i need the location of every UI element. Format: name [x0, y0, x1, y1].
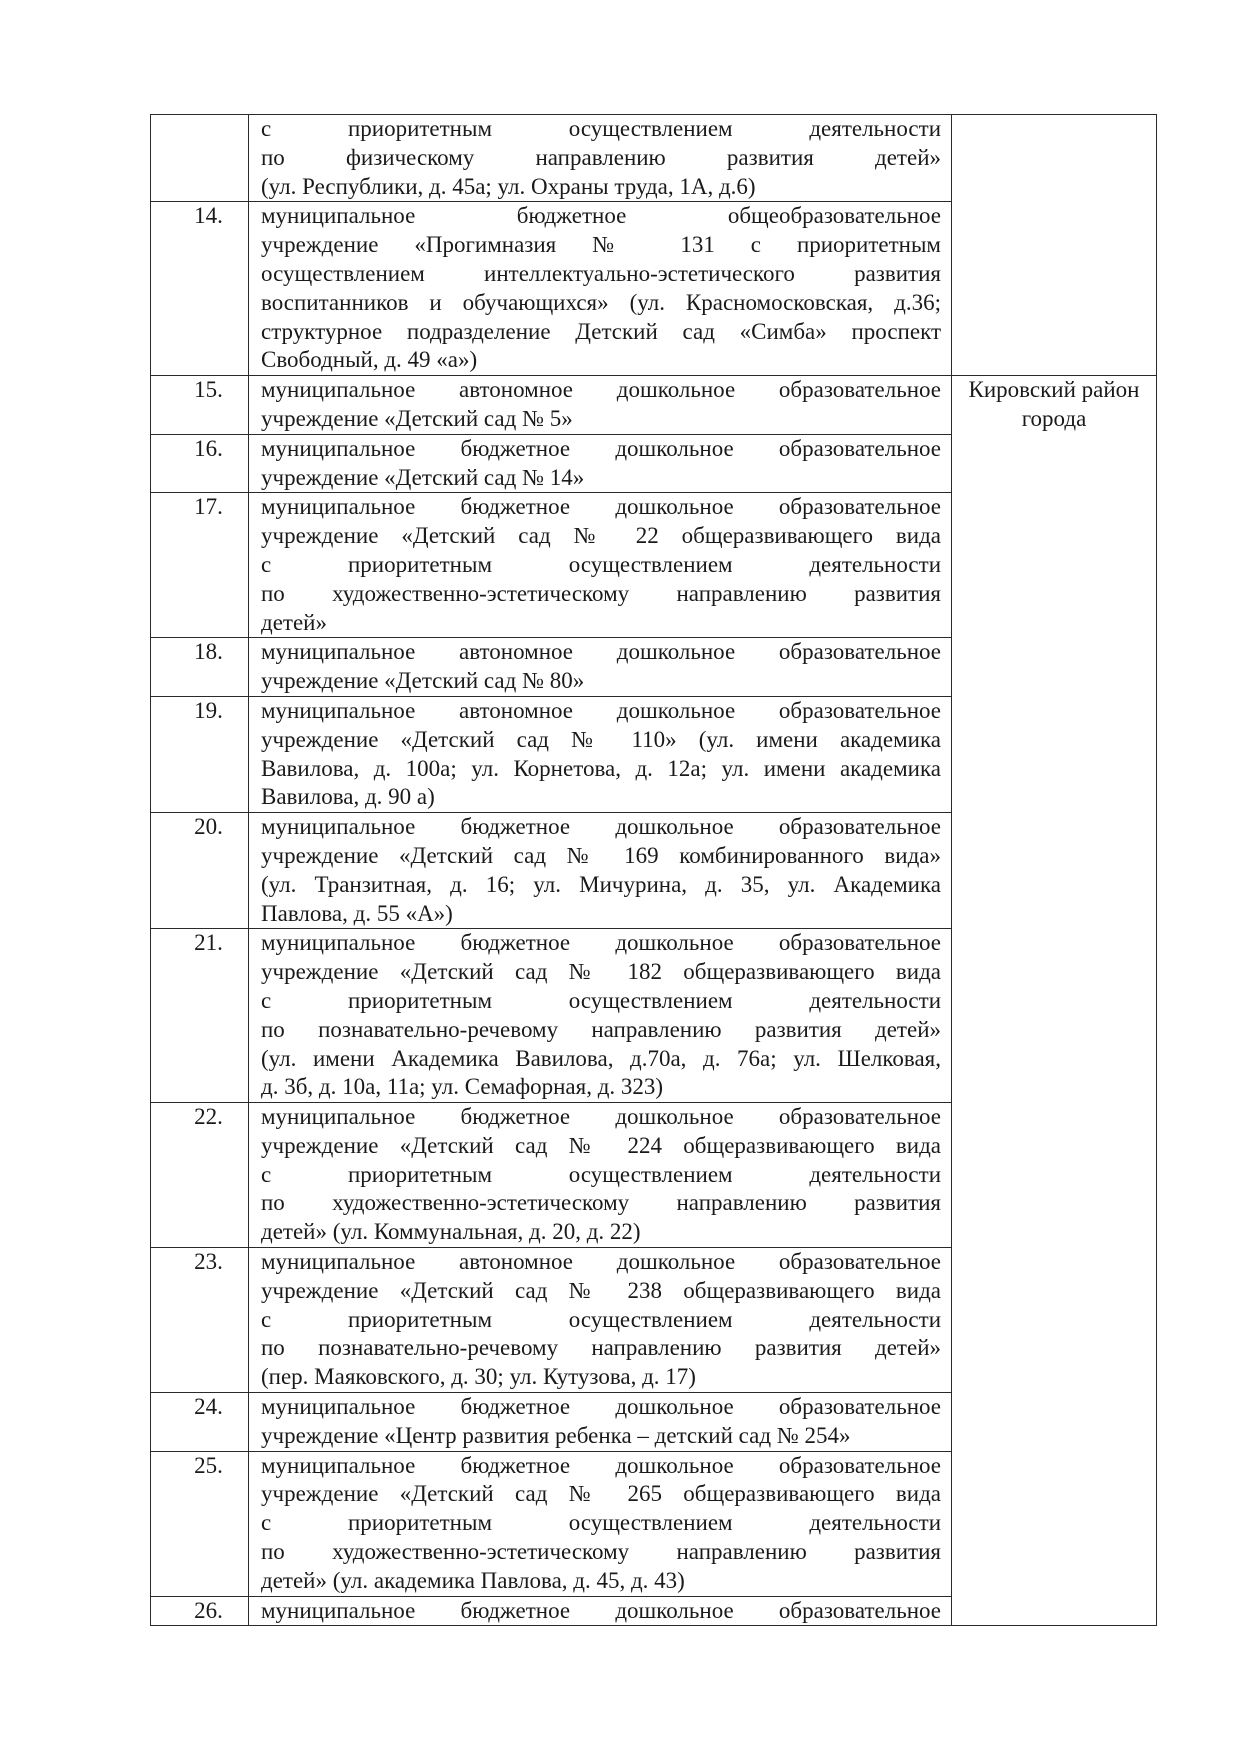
institution-description — [249, 813, 952, 929]
text-line: детей» — [261, 609, 327, 635]
text-line: учреждение «Детский сад № 5» — [261, 405, 573, 431]
text-line: муниципальное автономное дошкольное образовательное — [261, 1249, 941, 1275]
institution-description — [249, 696, 952, 812]
text-line: с приоритетным осуществлением деятельности — [261, 1306, 941, 1332]
text-line: по художественно-эстетическому направлению развития — [261, 580, 941, 606]
text-line: д. 3б, д. 10а, 11а; ул. Семафорная, д. 323) — [261, 1074, 664, 1100]
institution-description — [249, 1103, 952, 1248]
row-number — [151, 115, 249, 202]
row-number: 26. — [151, 1596, 249, 1626]
text-line: муниципальное бюджетное дошкольное образовательное — [261, 435, 941, 461]
text-line: по художественно-эстетическому направлению развития — [261, 1190, 941, 1216]
text-line: детей» (ул. академика Павлова, д. 45, д. 43) — [261, 1567, 685, 1593]
row-number: 16. — [151, 434, 249, 493]
row-number: 15. — [151, 376, 249, 435]
text-line: Вавилова, д. 100а; ул. Корнетова, д. 12а; ул. имени академика — [261, 755, 941, 781]
district-label: Кировский район города — [968, 377, 1140, 431]
text-line: по познавательно-речевому направлению развития детей» — [261, 1016, 941, 1042]
text-line: учреждение «Детский сад № 238 общеразвивающего вида — [261, 1277, 941, 1303]
text-line: осуществлением интеллектуально-эстетического развития — [261, 260, 941, 286]
text-line: учреждение «Детский сад № 224 общеразвивающего вида — [261, 1132, 941, 1158]
text-line: учреждение «Детский сад № 110» (ул. имени академика — [261, 726, 941, 752]
text-line: (ул. имени Академика Вавилова, д.70а, д. 76а; ул. Шелковая, — [261, 1045, 941, 1071]
row-number: 14. — [151, 202, 249, 376]
table-row — [151, 376, 1157, 435]
institution-description — [249, 1393, 952, 1452]
row-number: 22. — [151, 1103, 249, 1248]
district-cell — [952, 376, 1157, 1626]
institutions-table-body — [151, 115, 1157, 1626]
text-line: структурное подразделение Детский сад «Симба» проспект — [261, 318, 941, 344]
text-line: Павлова, д. 55 «А») — [261, 900, 453, 926]
text-line: учреждение «Детский сад № 22 общеразвивающего вида — [261, 523, 941, 549]
table-row — [151, 115, 1157, 202]
text-line: учреждение «Прогимназия № 131 с приоритетным — [261, 232, 941, 258]
institution-description — [249, 493, 952, 638]
row-number: 21. — [151, 929, 249, 1103]
text-line: муниципальное автономное дошкольное образовательное — [261, 639, 941, 665]
institution-description — [249, 1451, 952, 1596]
institution-description — [249, 929, 952, 1103]
text-line: учреждение «Детский сад № 182 общеразвивающего вида — [261, 959, 941, 985]
text-line: учреждение «Детский сад № 14» — [261, 464, 585, 490]
institution-description — [249, 376, 952, 435]
text-line: с приоритетным осуществлением деятельности — [261, 987, 941, 1013]
institutions-table — [150, 114, 1157, 1626]
row-number: 17. — [151, 493, 249, 638]
text-line: учреждение «Детский сад № 169 комбинированного вида» — [261, 842, 941, 868]
row-number: 18. — [151, 638, 249, 697]
text-line: муниципальное бюджетное дошкольное образовательное — [261, 1597, 941, 1623]
text-line: учреждение «Центр развития ребенка – детский сад № 254» — [261, 1422, 851, 1448]
institution-description — [249, 115, 952, 202]
text-line: с приоритетным осуществлением деятельности — [261, 551, 941, 577]
text-line: муниципальное бюджетное дошкольное образовательное — [261, 814, 941, 840]
text-line: (пер. Маяковского, д. 30; ул. Кутузова, д. 17) — [261, 1364, 696, 1390]
text-line: по художественно-эстетическому направлению развития — [261, 1539, 941, 1565]
institution-description — [249, 434, 952, 493]
text-line: детей» (ул. Коммунальная, д. 20, д. 22) — [261, 1219, 641, 1245]
text-line: учреждение «Детский сад № 80» — [261, 668, 585, 694]
text-line: муниципальное бюджетное дошкольное образовательное — [261, 1394, 941, 1420]
text-line: с приоритетным осуществлением деятельности — [261, 1161, 941, 1187]
district-cell-previous — [952, 115, 1157, 376]
row-number: 20. — [151, 813, 249, 929]
text-line: муниципальное бюджетное общеобразовательное — [261, 203, 941, 229]
text-line: Свободный, д. 49 «а») — [261, 347, 478, 373]
text-line: муниципальное автономное дошкольное образовательное — [261, 697, 941, 723]
text-line: с приоритетным осуществлением деятельности — [261, 116, 941, 141]
row-number: 25. — [151, 1451, 249, 1596]
row-number: 19. — [151, 696, 249, 812]
institution-description — [249, 1596, 952, 1626]
institution-description — [249, 202, 952, 376]
text-line: Вавилова, д. 90 а) — [261, 784, 435, 810]
text-line: муниципальное бюджетное дошкольное образовательное — [261, 1452, 941, 1478]
text-line: муниципальное бюджетное дошкольное образовательное — [261, 930, 941, 956]
institution-description — [249, 1248, 952, 1393]
text-line: муниципальное бюджетное дошкольное образовательное — [261, 494, 941, 520]
institution-description — [249, 638, 952, 697]
row-number: 24. — [151, 1393, 249, 1452]
text-line: воспитанников и обучающихся» (ул. Красномосковская, д.36; — [261, 289, 941, 315]
text-line: учреждение «Детский сад № 265 общеразвивающего вида — [261, 1481, 941, 1507]
text-line: (ул. Республики, д. 45а; ул. Охраны труда, 1А, д.6) — [261, 173, 756, 199]
text-line: по физическому направлению развития детей» — [261, 144, 941, 170]
text-line: муниципальное автономное дошкольное образовательное — [261, 377, 941, 403]
row-number: 23. — [151, 1248, 249, 1393]
text-line: с приоритетным осуществлением деятельности — [261, 1510, 941, 1536]
text-line: (ул. Транзитная, д. 16; ул. Мичурина, д. 35, ул. Академика — [261, 871, 941, 897]
text-line: по познавательно-речевому направлению развития детей» — [261, 1335, 941, 1361]
text-line: муниципальное бюджетное дошкольное образовательное — [261, 1104, 941, 1130]
